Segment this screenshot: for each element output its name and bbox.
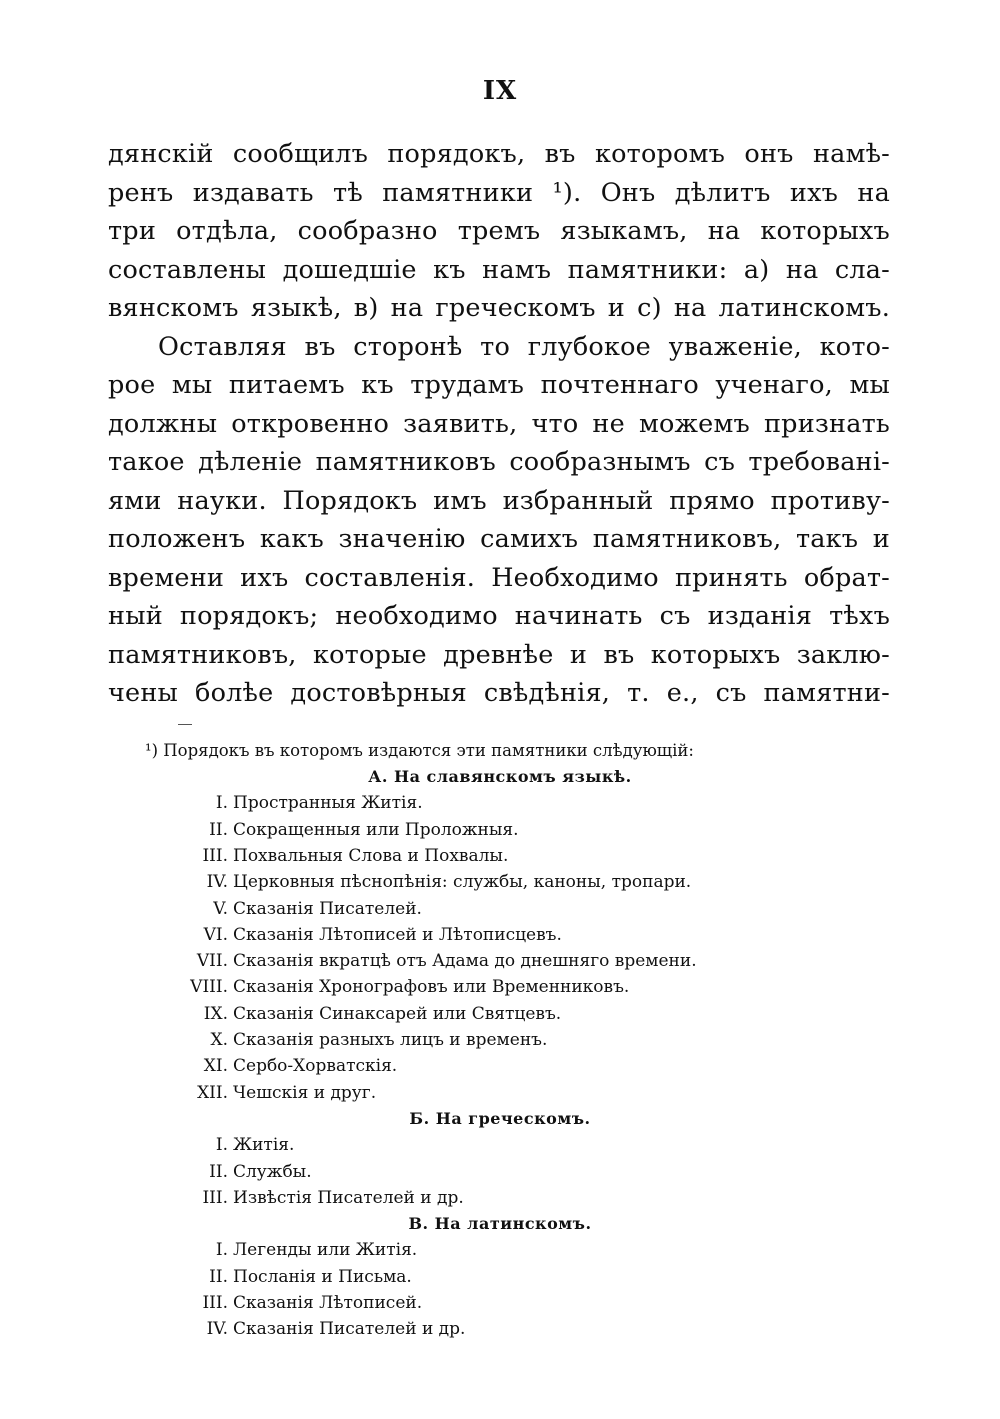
body-line: памятниковъ, которые древнѣе и въ которыхъ заклю- — [108, 639, 890, 670]
body-line: положенъ какъ значенію самихъ памятниковъ, такъ и — [108, 524, 890, 554]
list-item-text: Сказанія Лѣтописей и Лѣтописцевъ. — [233, 924, 562, 945]
section-title: Б. На греческомъ. — [409, 1108, 591, 1128]
list-item — [0, 922, 1000, 948]
list-item — [0, 1185, 1000, 1211]
footnote-intro: ¹) Порядокъ въ которомъ издаются эти памятники слѣдующій: — [145, 741, 694, 760]
list-item-number: II. — [209, 819, 228, 840]
list-item — [0, 1290, 1000, 1316]
list-item-text: Сказанія Хронографовъ или Временниковъ. — [233, 977, 630, 998]
list-item-text: Похвальныя Слова и Похвалы. — [233, 845, 509, 866]
list-item-number: XII. — [197, 1082, 228, 1103]
list-item-number: I. — [215, 1240, 228, 1261]
body-line: чены болѣе достовѣрныя свѣдѣнія, т. е., съ памятни- — [108, 678, 890, 708]
list-item-text: Посланія и Письма. — [233, 1266, 412, 1287]
list-item-number: V. — [213, 898, 228, 919]
list-item-number: II. — [209, 1161, 228, 1182]
list-item — [0, 843, 1000, 869]
list-item — [0, 974, 1000, 1000]
list-item-text: Церковныя пѣснопѣнія: службы, каноны, тропари. — [233, 872, 692, 893]
list-item-number: X. — [210, 1030, 228, 1050]
list-item — [0, 817, 1000, 843]
list-item-text: Сказанія вкратцѣ отъ Адама до днешняго времени. — [233, 951, 697, 972]
body-line: ный порядокъ; необходимо начинать съ изданія тѣхъ — [108, 601, 890, 631]
list-item-text: Сказанія Писателей и др. — [233, 1319, 466, 1340]
list-item — [0, 1316, 1000, 1342]
list-item-number: I. — [215, 793, 228, 814]
body-line: ями науки. Порядокъ имъ избранный прямо противу- — [108, 485, 890, 516]
list-item-number: VIII. — [190, 977, 228, 998]
list-item — [0, 1001, 1000, 1027]
page-number: IX — [482, 76, 518, 106]
list-item-number: IV. — [206, 1319, 228, 1340]
list-item-text: Сказанія Писателей. — [233, 898, 422, 919]
list-item-number: III. — [202, 845, 228, 866]
list-item-number: VI. — [203, 924, 228, 945]
list-item — [0, 1264, 1000, 1290]
body-line: рое мы питаемъ къ трудамъ почтеннаго ученаго, мы — [108, 370, 890, 400]
body-line: дянскій сообщилъ порядокъ, въ которомъ онъ намѣ- — [108, 139, 890, 169]
list-item-number: II. — [209, 1266, 228, 1287]
list-item — [0, 948, 1000, 974]
list-item — [0, 1237, 1000, 1263]
body-line: должны откровенно заявить, что не можемъ признать — [108, 408, 890, 439]
body-line: три отдѣла, сообразно тремъ языкамъ, на которыхъ — [108, 216, 890, 246]
list-item — [0, 1132, 1000, 1158]
list-item-number: III. — [202, 1293, 228, 1313]
section-title: В. На латинскомъ. — [408, 1214, 592, 1234]
list-item-number: III. — [202, 1187, 228, 1208]
list-item — [0, 1027, 1000, 1053]
list-item-number: IV. — [206, 872, 228, 893]
body-line: составлены дошедшіе къ намъ памятники: а) на сла- — [108, 254, 890, 285]
list-item-text: Житія. — [233, 1135, 295, 1156]
list-item-text: Сербо-Хорватскія. — [233, 1056, 398, 1077]
section-title: А. На славянскомъ языкѣ. — [368, 767, 632, 786]
list-item-text: Сказанія Лѣтописей. — [233, 1293, 423, 1313]
list-item-text: Сказанія Синаксарей или Святцевъ. — [233, 1003, 562, 1024]
list-item-text: Извѣстія Писателей и др. — [233, 1187, 464, 1208]
body-line: вянскомъ языкѣ, в) на греческомъ и с) на латинскомъ. — [108, 293, 890, 323]
list-item-text: Сказанія разныхъ лицъ и временъ. — [233, 1030, 548, 1050]
list-item-number: I. — [215, 1135, 228, 1156]
list-item — [0, 1080, 1000, 1106]
list-item — [0, 896, 1000, 922]
list-item-number: IX. — [203, 1003, 228, 1024]
list-item-text: Сокращенныя или Проложныя. — [233, 819, 519, 840]
body-text — [108, 135, 890, 713]
list-item-text: Чешскія и друг. — [233, 1082, 377, 1103]
body-line: Оставляя въ сторонѣ то глубокое уваженіе, кото- — [158, 331, 890, 362]
list-item-text: Пространныя Житія. — [233, 793, 423, 814]
body-line: ренъ издавать тѣ памятники ¹). Онъ дѣлитъ ихъ на — [108, 177, 890, 208]
list-item-text: Легенды или Житія. — [233, 1240, 418, 1261]
list-item — [0, 869, 1000, 895]
list-item-number: VII. — [196, 951, 228, 972]
footnote-divider — [178, 724, 192, 725]
body-line: времени ихъ составленія. Необходимо принять обрат- — [108, 562, 890, 593]
list-item — [0, 790, 1000, 816]
list-item-number: XI. — [203, 1056, 228, 1077]
list-item — [0, 1053, 1000, 1079]
list-item — [0, 1159, 1000, 1185]
body-line: такое дѣленіе памятниковъ сообразнымъ съ требовані- — [108, 447, 890, 477]
list-item-text: Службы. — [233, 1161, 312, 1182]
